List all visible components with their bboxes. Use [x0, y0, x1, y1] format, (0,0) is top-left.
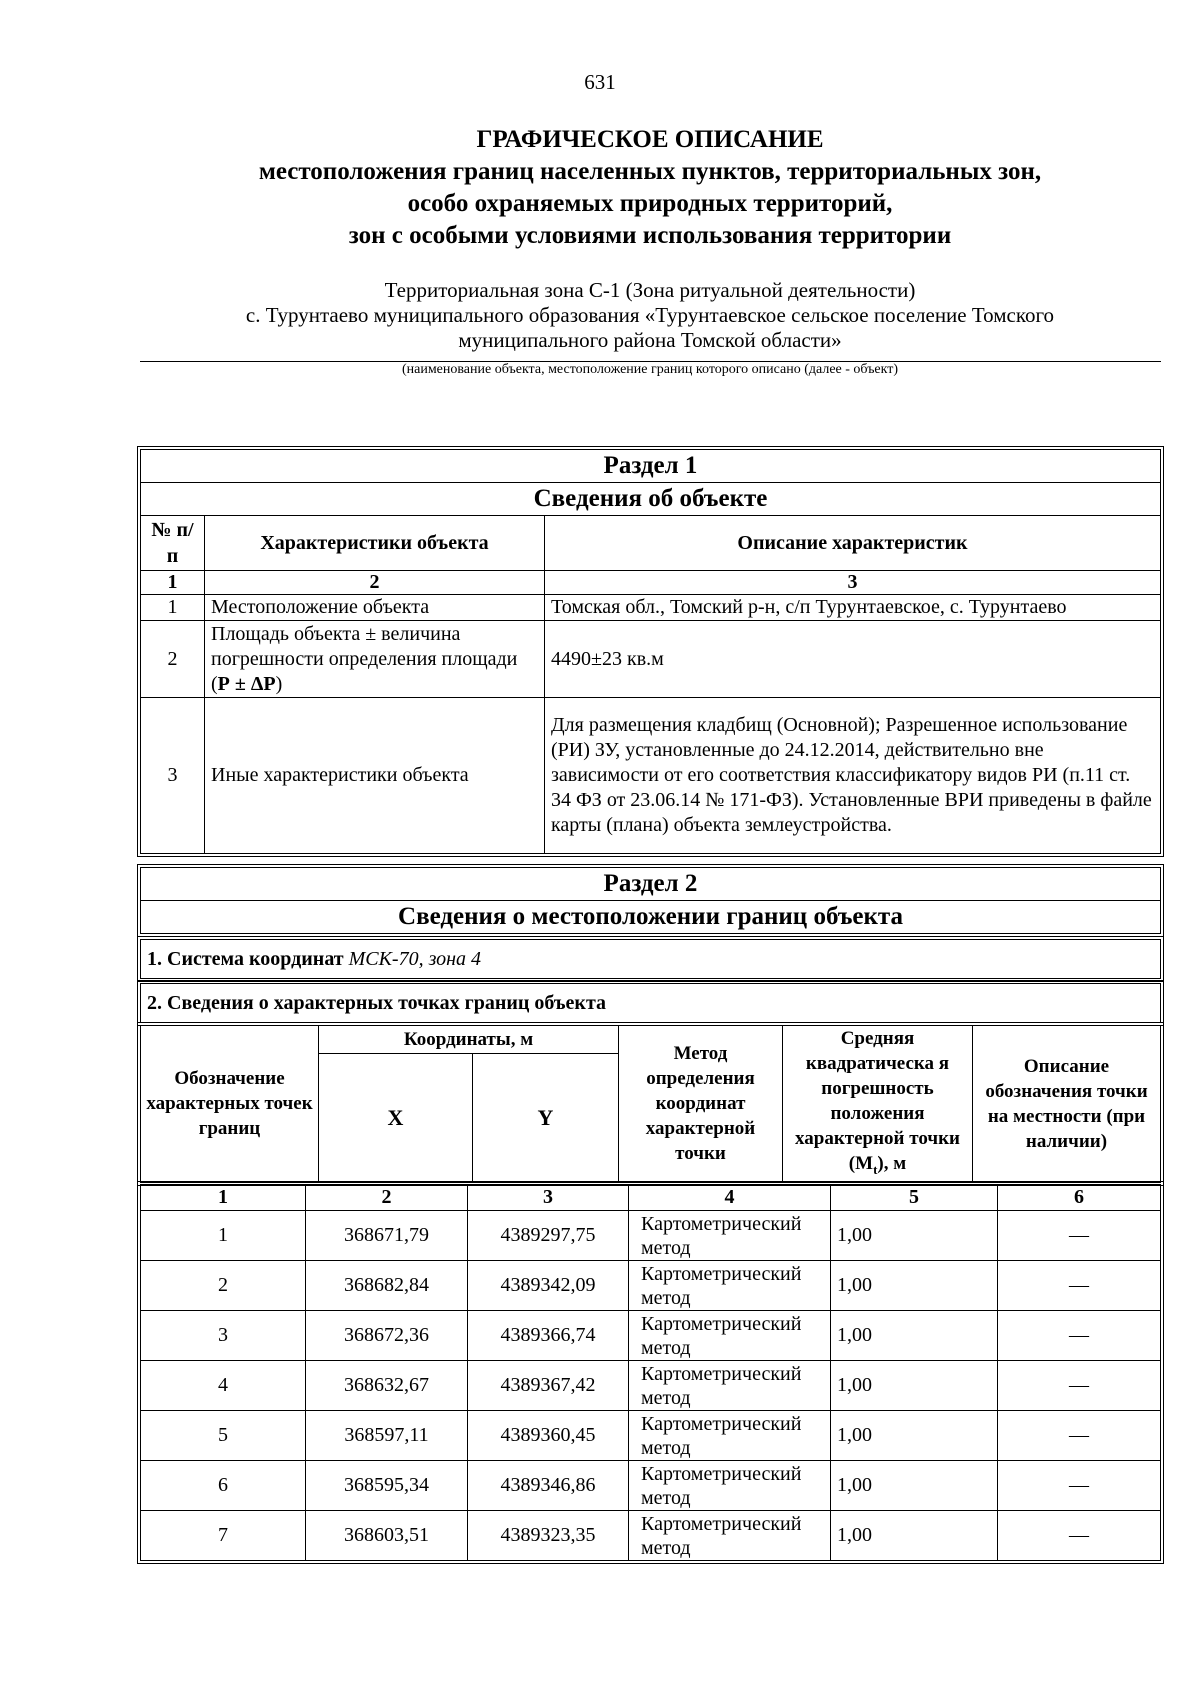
point-description: — — [998, 1411, 1161, 1461]
point-method: Картометрический метод — [629, 1261, 831, 1311]
header-number: № п/п — [141, 516, 205, 571]
header-y: Y — [473, 1054, 619, 1183]
title-main: ГРАФИЧЕСКОЕ ОПИСАНИЕ — [476, 126, 824, 153]
point-error: 1,00 — [831, 1411, 998, 1461]
row-number: 2 — [141, 621, 205, 698]
point-description: — — [998, 1311, 1161, 1361]
header-error-text: Средняя квадратическа я погрешность положения характерной точки (M — [795, 1028, 960, 1174]
header-designation: Обозначение характерных точек границ — [141, 1026, 319, 1183]
document-title — [140, 124, 1160, 252]
point-y: 4389360,45 — [468, 1411, 629, 1461]
point-x: 368672,36 — [306, 1311, 468, 1361]
point-y: 4389297,75 — [468, 1211, 629, 1261]
table-row — [141, 1511, 1161, 1561]
table-row — [141, 1461, 1161, 1511]
point-description: — — [998, 1461, 1161, 1511]
section-1-table — [140, 449, 1161, 854]
point-y: 4389367,42 — [468, 1361, 629, 1411]
header-coords: Координаты, м — [319, 1026, 619, 1054]
title-line-3: зон с особыми условиями использования территории — [348, 222, 952, 249]
point-error: 1,00 — [831, 1361, 998, 1411]
section-1-title: Раздел 1 — [141, 450, 1161, 483]
point-number: 3 — [141, 1311, 306, 1361]
col-number-4: 4 — [629, 1185, 831, 1211]
coord-system-label: 1. Система координат — [147, 947, 344, 970]
header-error — [783, 1026, 973, 1183]
point-x: 368603,51 — [306, 1511, 468, 1561]
point-y: 4389342,09 — [468, 1261, 629, 1311]
row-characteristic: Иные характеристики объекта — [205, 698, 545, 854]
col-number-5: 5 — [831, 1185, 998, 1211]
col-number-2: 2 — [306, 1185, 468, 1211]
section-2-title: Раздел 2 — [141, 868, 1161, 901]
point-x: 368595,34 — [306, 1461, 468, 1511]
page-number: 631 — [584, 70, 616, 94]
point-method: Картометрический метод — [629, 1311, 831, 1361]
point-y: 4389346,86 — [468, 1461, 629, 1511]
point-x: 368632,67 — [306, 1361, 468, 1411]
point-method: Картометрический метод — [629, 1461, 831, 1511]
point-error: 1,00 — [831, 1311, 998, 1361]
points-info — [140, 983, 1161, 1023]
point-description: — — [998, 1511, 1161, 1561]
coordinates-header — [140, 1025, 1161, 1183]
point-x: 368597,11 — [306, 1411, 468, 1461]
object-line-3: муниципального района Томской области» — [458, 328, 842, 352]
row-value: Томская обл., Томский р-н, с/п Турунтаевское, с. Турунтаево — [545, 595, 1161, 621]
points-label: 2. Сведения о характерных точках границ объекта — [141, 984, 1161, 1023]
section-2-subtitle: Сведения о местоположении границ объекта — [141, 901, 1161, 934]
point-description: — — [998, 1261, 1161, 1311]
point-x: 368671,79 — [306, 1211, 468, 1261]
coordinate-system — [140, 939, 1161, 979]
col-number-3: 3 — [468, 1185, 629, 1211]
coord-system-value: МСК-70, зона 4 — [348, 947, 482, 970]
point-error: 1,00 — [831, 1511, 998, 1561]
table-row — [141, 621, 1161, 698]
point-number: 1 — [141, 1211, 306, 1261]
table-row — [141, 1411, 1161, 1461]
point-method: Картометрический метод — [629, 1411, 831, 1461]
header-error-subscript: t — [873, 1161, 878, 1177]
area-formula: Р ± ΔР — [217, 672, 276, 695]
object-caption: (наименование объекта, местоположение границ которого описано (далее - объект) — [401, 362, 899, 377]
row-number: 3 — [141, 698, 205, 854]
title-line-2: особо охраняемых природных территорий, — [407, 190, 893, 217]
area-label: Площадь объекта ± величина погрешности определения площади ( — [211, 622, 518, 695]
point-number: 4 — [141, 1361, 306, 1411]
header-description: Описание обозначения точки на местности (при наличии) — [973, 1026, 1161, 1183]
row-value: 4490±23 кв.м — [545, 621, 1161, 698]
header-error-unit: ), м — [877, 1153, 907, 1174]
table-row — [141, 1361, 1161, 1411]
point-y: 4389366,74 — [468, 1311, 629, 1361]
row-value: Для размещения кладбищ (Основной); Разрешенное использование (РИ) ЗУ, установленные до 24.12.2014, действительно вне зависимости от его соответствия классификатору видов РИ (п.11 ст. 34 ФЗ от 23.06.14 № 171-ФЗ). Установленные ВРИ приведены в файле карты (плана) объекта землеустройства. — [545, 698, 1161, 854]
table-row — [141, 698, 1161, 854]
col-number-6: 6 — [998, 1185, 1161, 1211]
col-number-3: 3 — [545, 571, 1161, 595]
col-number-1: 1 — [141, 571, 205, 595]
object-line-1: Территориальная зона С-1 (Зона ритуальной деятельности) — [384, 278, 916, 302]
col-number-1: 1 — [141, 1185, 306, 1211]
header-description: Описание характеристик — [545, 516, 1161, 571]
section-1-subtitle: Сведения об объекте — [141, 483, 1161, 516]
object-line-2: с. Турунтаево муниципального образования «Турунтаевское сельское поселение Томского — [245, 303, 1055, 327]
point-y: 4389323,35 — [468, 1511, 629, 1561]
point-number: 5 — [141, 1411, 306, 1461]
header-x: X — [319, 1054, 473, 1183]
area-label-end: ) — [275, 672, 283, 695]
object-name — [140, 278, 1160, 353]
point-number: 2 — [141, 1261, 306, 1311]
title-line-1: местоположения границ населенных пунктов, территориальных зон, — [258, 158, 1042, 185]
point-number: 7 — [141, 1511, 306, 1561]
row-characteristic — [205, 621, 545, 698]
point-error: 1,00 — [831, 1461, 998, 1511]
point-error: 1,00 — [831, 1261, 998, 1311]
point-method: Картометрический метод — [629, 1211, 831, 1261]
table-row — [141, 1211, 1161, 1261]
header-method: Метод определения координат характерной точки — [619, 1026, 783, 1183]
point-error: 1,00 — [831, 1211, 998, 1261]
table-row — [141, 1261, 1161, 1311]
point-description: — — [998, 1211, 1161, 1261]
table-row — [141, 595, 1161, 621]
col-number-2: 2 — [205, 571, 545, 595]
point-method: Картометрический метод — [629, 1511, 831, 1561]
point-method: Картометрический метод — [629, 1361, 831, 1411]
row-characteristic: Местоположение объекта — [205, 595, 545, 621]
point-number: 6 — [141, 1461, 306, 1511]
row-number: 1 — [141, 595, 205, 621]
point-x: 368682,84 — [306, 1261, 468, 1311]
coordinates-table — [140, 1184, 1161, 1561]
point-description: — — [998, 1361, 1161, 1411]
header-characteristic: Характеристики объекта — [205, 516, 545, 571]
table-row — [141, 1311, 1161, 1361]
section-2-table — [140, 867, 1161, 934]
